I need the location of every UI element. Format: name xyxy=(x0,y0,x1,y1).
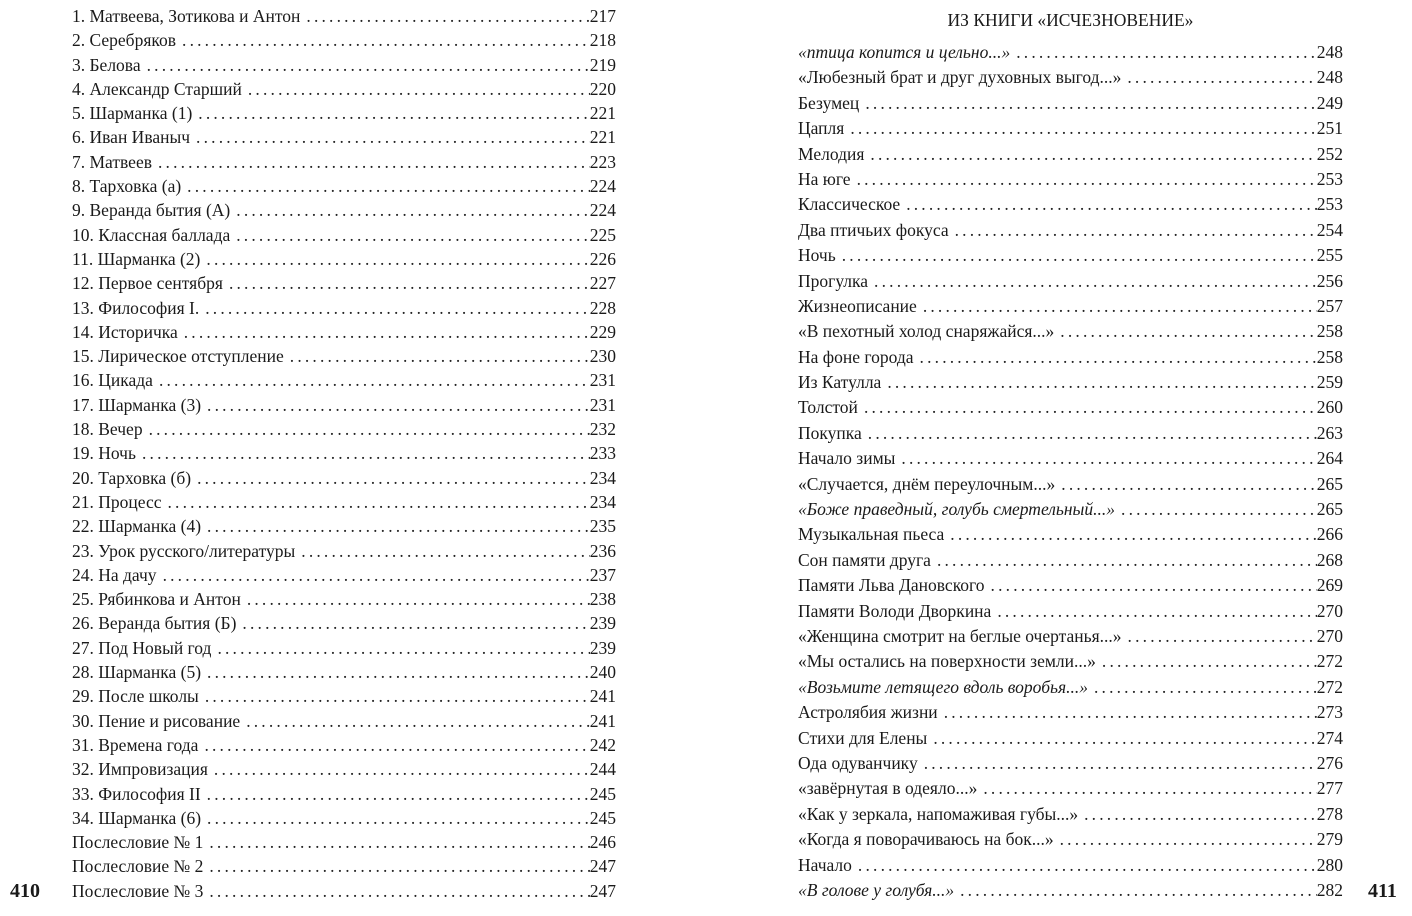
toc-entry-page: 263 xyxy=(1316,422,1343,443)
toc-entry xyxy=(798,829,1343,854)
toc-entry xyxy=(798,550,1343,575)
toc-entry-page: 253 xyxy=(1316,168,1343,189)
toc-entry xyxy=(798,321,1343,346)
toc-entry-page: 242 xyxy=(589,734,616,755)
toc-entry xyxy=(72,759,616,783)
dot-leader xyxy=(923,296,1317,317)
toc-entry xyxy=(798,474,1343,499)
toc-entry xyxy=(72,589,616,613)
toc-entry-title: «В пехотный холод снаряжайся...» xyxy=(798,321,1055,342)
toc-entry xyxy=(72,249,616,273)
dot-leader xyxy=(983,778,1316,799)
toc-entry-title: «В голове у голубя...» xyxy=(798,879,955,900)
toc-entry-title: Послесловие № 3 xyxy=(72,880,204,901)
toc-entry-title: 19. Ночь xyxy=(72,443,136,464)
dot-leader xyxy=(924,753,1317,774)
dot-leader xyxy=(217,638,589,659)
toc-entry-page: 272 xyxy=(1316,651,1343,672)
toc-entry-title: На фоне города xyxy=(798,346,914,367)
dot-leader xyxy=(290,346,590,367)
toc-entry xyxy=(798,728,1343,753)
toc-entry-page: 254 xyxy=(1316,219,1343,240)
toc-entry xyxy=(72,516,616,540)
dot-leader xyxy=(168,492,590,513)
toc-entry xyxy=(798,220,1343,245)
toc-entry xyxy=(72,79,616,103)
dot-leader xyxy=(306,6,589,27)
toc-entry-page: 221 xyxy=(589,103,616,124)
dot-leader xyxy=(206,249,589,270)
toc-entry-page: 278 xyxy=(1316,803,1343,824)
toc-entry-title: Прогулка xyxy=(798,270,869,291)
toc-entry xyxy=(798,93,1343,118)
toc-entry xyxy=(72,346,616,370)
toc-entry xyxy=(72,152,616,176)
dot-leader xyxy=(209,881,589,902)
toc-entry-page: 266 xyxy=(1316,524,1343,545)
toc-entry-page: 280 xyxy=(1316,854,1343,875)
toc-entry xyxy=(72,176,616,200)
toc-entry-title: «Боже праведный, голубь смертельный...» xyxy=(798,499,1116,520)
toc-entry-page: 231 xyxy=(589,394,616,415)
toc-entry-page: 276 xyxy=(1316,752,1343,773)
toc-entry-title: Мелодия xyxy=(798,143,865,164)
toc-entry-title: «Когда я поворачиваюсь на бок...» xyxy=(798,829,1054,850)
toc-entry-title: 26. Веранда бытия (Б) xyxy=(72,613,237,634)
toc-entry-title: 25. Рябинкова и Антон xyxy=(72,589,241,610)
toc-entry-title: 24. На дачу xyxy=(72,564,157,585)
dot-leader xyxy=(209,832,589,853)
toc-entry xyxy=(72,735,616,759)
toc-entry-page: 219 xyxy=(589,54,616,75)
toc-entry-page: 265 xyxy=(1316,473,1343,494)
toc-entry-page: 270 xyxy=(1316,625,1343,646)
toc-entry-title: Ода одуванчику xyxy=(798,752,918,773)
toc-entry-page: 270 xyxy=(1316,600,1343,621)
toc-entry xyxy=(72,30,616,54)
toc-entry-title: «Мы остались на поверхности земли...» xyxy=(798,651,1096,672)
toc-entry-title: 2. Серебряков xyxy=(72,30,177,51)
toc-entry xyxy=(72,103,616,127)
toc-entry xyxy=(72,832,616,856)
dot-leader xyxy=(901,448,1316,469)
toc-entry-page: 282 xyxy=(1316,879,1343,900)
toc-entry-title: 11. Шарманка (2) xyxy=(72,248,201,269)
page-number-left: 410 xyxy=(10,880,40,902)
dot-leader xyxy=(149,419,590,440)
dot-leader xyxy=(236,200,589,221)
toc-entry-title: 3. Белова xyxy=(72,54,141,75)
toc-entry-title: Памяти Володи Дворкина xyxy=(798,600,992,621)
toc-entry xyxy=(798,296,1343,321)
dot-leader xyxy=(214,759,590,780)
toc-entry-title: «Любезный брат и друг духовных выгод...» xyxy=(798,67,1122,88)
toc-entry-title: 7. Матвеев xyxy=(72,151,152,172)
toc-entry xyxy=(798,575,1343,600)
toc-entry-page: 268 xyxy=(1316,549,1343,570)
dot-leader xyxy=(955,220,1317,241)
toc-entry-title: 6. Иван Иваныч xyxy=(72,127,191,148)
toc-entry-page: 245 xyxy=(589,807,616,828)
toc-entry-title: 18. Вечер xyxy=(72,419,143,440)
toc-entry-title: Цапля xyxy=(798,118,845,139)
toc-entry-title: Ночь xyxy=(798,245,836,266)
dot-leader xyxy=(887,372,1316,393)
dot-leader xyxy=(920,347,1317,368)
left-toc-list xyxy=(72,6,616,905)
toc-entry-title: 10. Классная баллада xyxy=(72,224,231,245)
toc-entry-title: Послесловие № 1 xyxy=(72,832,204,853)
toc-entry-title: «птица копится и цельно...» xyxy=(798,42,1011,62)
toc-entry xyxy=(798,753,1343,778)
toc-entry xyxy=(798,677,1343,702)
toc-entry-page: 223 xyxy=(589,151,616,172)
toc-entry-page: 245 xyxy=(589,783,616,804)
toc-entry-title: На юге xyxy=(798,168,851,189)
toc-entry-title: Послесловие № 2 xyxy=(72,856,204,877)
toc-entry-title: 21. Процесс xyxy=(72,491,162,512)
toc-entry xyxy=(72,6,616,30)
toc-entry-title: Классическое xyxy=(798,194,901,215)
dot-leader xyxy=(960,880,1317,901)
toc-entry xyxy=(72,370,616,394)
toc-entry xyxy=(798,144,1343,169)
toc-entry xyxy=(798,372,1343,397)
dot-leader xyxy=(865,93,1316,114)
toc-entry-title: Сон памяти друга xyxy=(798,549,931,570)
dot-leader xyxy=(864,397,1317,418)
dot-leader xyxy=(207,395,590,416)
toc-entry-page: 238 xyxy=(589,589,616,610)
toc-entry xyxy=(72,200,616,224)
toc-entry-page: 269 xyxy=(1316,575,1343,596)
toc-entry-title: Жизнеописание xyxy=(798,295,917,316)
dot-leader xyxy=(184,322,590,343)
toc-entry xyxy=(798,271,1343,296)
toc-entry-page: 256 xyxy=(1316,270,1343,291)
toc-entry xyxy=(798,626,1343,651)
dot-leader xyxy=(159,370,590,391)
dot-leader xyxy=(997,601,1316,622)
toc-entry-title: 34. Шарманка (6) xyxy=(72,807,202,828)
dot-leader xyxy=(858,855,1317,876)
toc-entry xyxy=(72,856,616,880)
toc-entry xyxy=(798,397,1343,422)
right-toc-list xyxy=(798,42,1343,905)
dot-leader xyxy=(198,103,589,124)
dot-leader xyxy=(1016,42,1317,63)
toc-entry xyxy=(798,855,1343,880)
toc-entry-page: 235 xyxy=(589,516,616,537)
toc-entry-title: «Случается, днём переулочным...» xyxy=(798,473,1056,494)
dot-leader xyxy=(236,225,590,246)
toc-entry-page: 258 xyxy=(1316,321,1343,342)
toc-entry xyxy=(72,686,616,710)
toc-entry xyxy=(72,468,616,492)
toc-entry-title: 8. Тарховка (а) xyxy=(72,176,182,197)
toc-entry-title: 16. Цикада xyxy=(72,370,153,391)
toc-entry-title: Безумец xyxy=(798,92,860,113)
dot-leader xyxy=(242,613,589,634)
toc-entry-page: 279 xyxy=(1316,829,1343,850)
toc-entry-title: 1. Матвеева, Зотикова и Антон xyxy=(72,6,301,26)
toc-entry-title: Покупка xyxy=(798,422,862,443)
section-heading: ИЗ КНИГИ «ИСЧЕЗНОВЕНИЕ» xyxy=(947,10,1194,30)
toc-entry-page: 218 xyxy=(589,30,616,51)
toc-entry-page: 277 xyxy=(1316,778,1343,799)
toc-entry-page: 255 xyxy=(1316,245,1343,266)
dot-leader xyxy=(868,423,1317,444)
toc-entry-title: Памяти Льва Дановского xyxy=(798,575,985,596)
toc-entry-title: Начало зимы xyxy=(798,448,896,469)
toc-entry xyxy=(798,804,1343,829)
dot-leader xyxy=(944,702,1317,723)
toc-entry-page: 224 xyxy=(589,200,616,221)
toc-entry-title: 27. Под Новый год xyxy=(72,637,212,658)
toc-entry-title: Музыкальная пьеса xyxy=(798,524,945,545)
toc-entry-page: 231 xyxy=(589,370,616,391)
toc-entry xyxy=(798,524,1343,549)
toc-entry xyxy=(72,395,616,419)
toc-entry-page: 253 xyxy=(1316,194,1343,215)
toc-entry-title: «Как у зеркала, напомаживая губы...» xyxy=(798,803,1079,824)
dot-leader xyxy=(147,55,590,76)
toc-entry xyxy=(72,492,616,516)
toc-entry-title: «Женщина смотрит на беглые очертанья...» xyxy=(798,625,1122,646)
toc-entry-title: 30. Пение и рисование xyxy=(72,710,241,731)
toc-entry xyxy=(798,347,1343,372)
dot-leader xyxy=(196,127,590,148)
toc-entry-title: Начало xyxy=(798,854,852,875)
toc-entry xyxy=(72,711,616,735)
toc-entry-page: 248 xyxy=(1316,42,1343,62)
toc-entry-page: 237 xyxy=(589,564,616,585)
toc-entry xyxy=(798,499,1343,524)
dot-leader xyxy=(182,30,590,51)
toc-entry-page: 252 xyxy=(1316,143,1343,164)
dot-leader xyxy=(1127,67,1316,88)
dot-leader xyxy=(246,711,590,732)
toc-entry xyxy=(798,448,1343,473)
dot-leader xyxy=(1102,651,1317,672)
toc-entry-title: 31. Времена года xyxy=(72,734,199,755)
toc-entry xyxy=(72,541,616,565)
dot-leader xyxy=(207,516,590,537)
toc-entry-title: 14. Историчка xyxy=(72,321,178,342)
toc-entry-title: 23. Урок русского/литературы xyxy=(72,540,296,561)
toc-entry-page: 220 xyxy=(589,78,616,99)
toc-entry-title: 33. Философия II xyxy=(72,783,201,804)
dot-leader xyxy=(204,735,589,756)
toc-entry-title: 20. Тарховка (б) xyxy=(72,467,192,488)
dot-leader xyxy=(205,298,590,319)
dot-leader xyxy=(209,856,589,877)
toc-entry xyxy=(798,702,1343,727)
toc-entry-title: 32. Импровизация xyxy=(72,759,208,780)
toc-entry-title: «Возьмите летящего вдоль воробья...» xyxy=(798,676,1088,697)
toc-entry xyxy=(72,784,616,808)
toc-entry xyxy=(798,601,1343,626)
toc-entry-page: 229 xyxy=(589,321,616,342)
toc-entry xyxy=(72,443,616,467)
toc-entry-page: 251 xyxy=(1316,118,1343,139)
toc-entry-page: 248 xyxy=(1316,67,1343,88)
toc-entry-page: 233 xyxy=(589,443,616,464)
toc-entry-page: 274 xyxy=(1316,727,1343,748)
dot-leader xyxy=(850,118,1316,139)
toc-entry-page: 234 xyxy=(589,491,616,512)
toc-entry xyxy=(72,419,616,443)
toc-entry xyxy=(72,881,616,905)
dot-leader xyxy=(874,271,1317,292)
toc-entry-title: 15. Лирическое отступление xyxy=(72,346,284,367)
toc-entry-title: «завёрнутая в одеяло...» xyxy=(798,778,978,799)
toc-entry-title: 5. Шарманка (1) xyxy=(72,103,193,124)
toc-entry xyxy=(798,245,1343,270)
dot-leader xyxy=(142,443,590,464)
toc-entry-page: 249 xyxy=(1316,92,1343,113)
dot-leader xyxy=(207,662,590,683)
toc-entry-page: 217 xyxy=(589,6,616,26)
toc-entry xyxy=(798,778,1343,803)
dot-leader xyxy=(1060,321,1316,342)
toc-entry-page: 239 xyxy=(589,613,616,634)
toc-entry xyxy=(798,651,1343,676)
dot-leader xyxy=(1121,499,1317,520)
toc-entry-title: Стихи для Елены xyxy=(798,727,928,748)
dot-leader xyxy=(1060,829,1317,850)
dot-leader xyxy=(1128,626,1317,647)
toc-entry-page: 246 xyxy=(589,832,616,853)
toc-entry-title: 9. Веранда бытия (А) xyxy=(72,200,231,221)
toc-entry xyxy=(72,225,616,249)
toc-entry-page: 226 xyxy=(589,248,616,269)
toc-entry xyxy=(72,322,616,346)
dot-leader xyxy=(229,273,590,294)
toc-entry-page: 247 xyxy=(589,880,616,901)
toc-entry xyxy=(72,55,616,79)
toc-entry-page: 224 xyxy=(589,176,616,197)
toc-entry-page: 259 xyxy=(1316,372,1343,393)
toc-entry-page: 244 xyxy=(589,759,616,780)
dot-leader xyxy=(301,541,589,562)
dot-leader xyxy=(158,152,590,173)
toc-entry-title: 13. Философия I. xyxy=(72,297,200,318)
toc-entry-page: 247 xyxy=(589,856,616,877)
toc-entry-page: 228 xyxy=(589,297,616,318)
toc-entry-title: Из Катулла xyxy=(798,372,882,393)
toc-entry-title: 22. Шарманка (4) xyxy=(72,516,202,537)
toc-entry-page: 239 xyxy=(589,637,616,658)
toc-entry xyxy=(798,880,1343,905)
toc-entry xyxy=(72,808,616,832)
toc-entry xyxy=(72,613,616,637)
toc-entry-page: 241 xyxy=(589,686,616,707)
toc-entry-page: 264 xyxy=(1316,448,1343,469)
toc-entry xyxy=(798,194,1343,219)
dot-leader xyxy=(207,784,590,805)
toc-entry-title: 17. Шарманка (3) xyxy=(72,394,202,415)
toc-entry xyxy=(72,638,616,662)
toc-entry-page: 221 xyxy=(589,127,616,148)
dot-leader xyxy=(950,524,1316,545)
toc-entry xyxy=(798,118,1343,143)
toc-entry-title: Два птичьих фокуса xyxy=(798,219,949,240)
toc-entry-title: Астролябия жизни xyxy=(798,702,938,723)
toc-entry-title: 4. Александр Старший xyxy=(72,78,242,99)
dot-leader xyxy=(197,468,590,489)
toc-entry-title: Толстой xyxy=(798,397,858,418)
dot-leader xyxy=(1061,474,1316,495)
toc-entry-page: 272 xyxy=(1316,676,1343,697)
toc-entry-title: 12. Первое сентября xyxy=(72,273,223,294)
dot-leader xyxy=(933,728,1316,749)
toc-entry-title: 28. Шарманка (5) xyxy=(72,662,202,683)
dot-leader xyxy=(187,176,590,197)
dot-leader xyxy=(205,686,590,707)
toc-entry-page: 232 xyxy=(589,419,616,440)
toc-entry-page: 265 xyxy=(1316,499,1343,520)
toc-entry xyxy=(798,169,1343,194)
dot-leader xyxy=(870,144,1316,165)
toc-entry-page: 240 xyxy=(589,662,616,683)
toc-entry-page: 258 xyxy=(1316,346,1343,367)
dot-leader xyxy=(991,575,1317,596)
dot-leader xyxy=(1084,804,1317,825)
toc-entry-page: 257 xyxy=(1316,295,1343,316)
toc-entry-page: 241 xyxy=(589,710,616,731)
toc-entry xyxy=(798,67,1343,92)
dot-leader xyxy=(937,550,1317,571)
toc-entry xyxy=(72,127,616,151)
dot-leader xyxy=(906,194,1317,215)
toc-entry-page: 225 xyxy=(589,224,616,245)
dot-leader xyxy=(247,589,590,610)
toc-entry xyxy=(798,42,1343,67)
toc-entry-page: 227 xyxy=(589,273,616,294)
dot-leader xyxy=(857,169,1317,190)
toc-entry xyxy=(72,298,616,322)
toc-entry-page: 260 xyxy=(1316,397,1343,418)
toc-entry-page: 273 xyxy=(1316,702,1343,723)
toc-entry-page: 234 xyxy=(589,467,616,488)
toc-entry-page: 230 xyxy=(589,346,616,367)
dot-leader xyxy=(207,808,590,829)
toc-entry-title: 29. После школы xyxy=(72,686,199,707)
toc-entry-page: 236 xyxy=(589,540,616,561)
toc-entry xyxy=(72,565,616,589)
toc-entry xyxy=(798,423,1343,448)
dot-leader xyxy=(1094,677,1317,698)
dot-leader xyxy=(163,565,590,586)
dot-leader xyxy=(842,245,1317,266)
page-number-right: 411 xyxy=(1368,880,1397,902)
dot-leader xyxy=(248,79,590,100)
toc-entry xyxy=(72,273,616,297)
toc-entry xyxy=(72,662,616,686)
